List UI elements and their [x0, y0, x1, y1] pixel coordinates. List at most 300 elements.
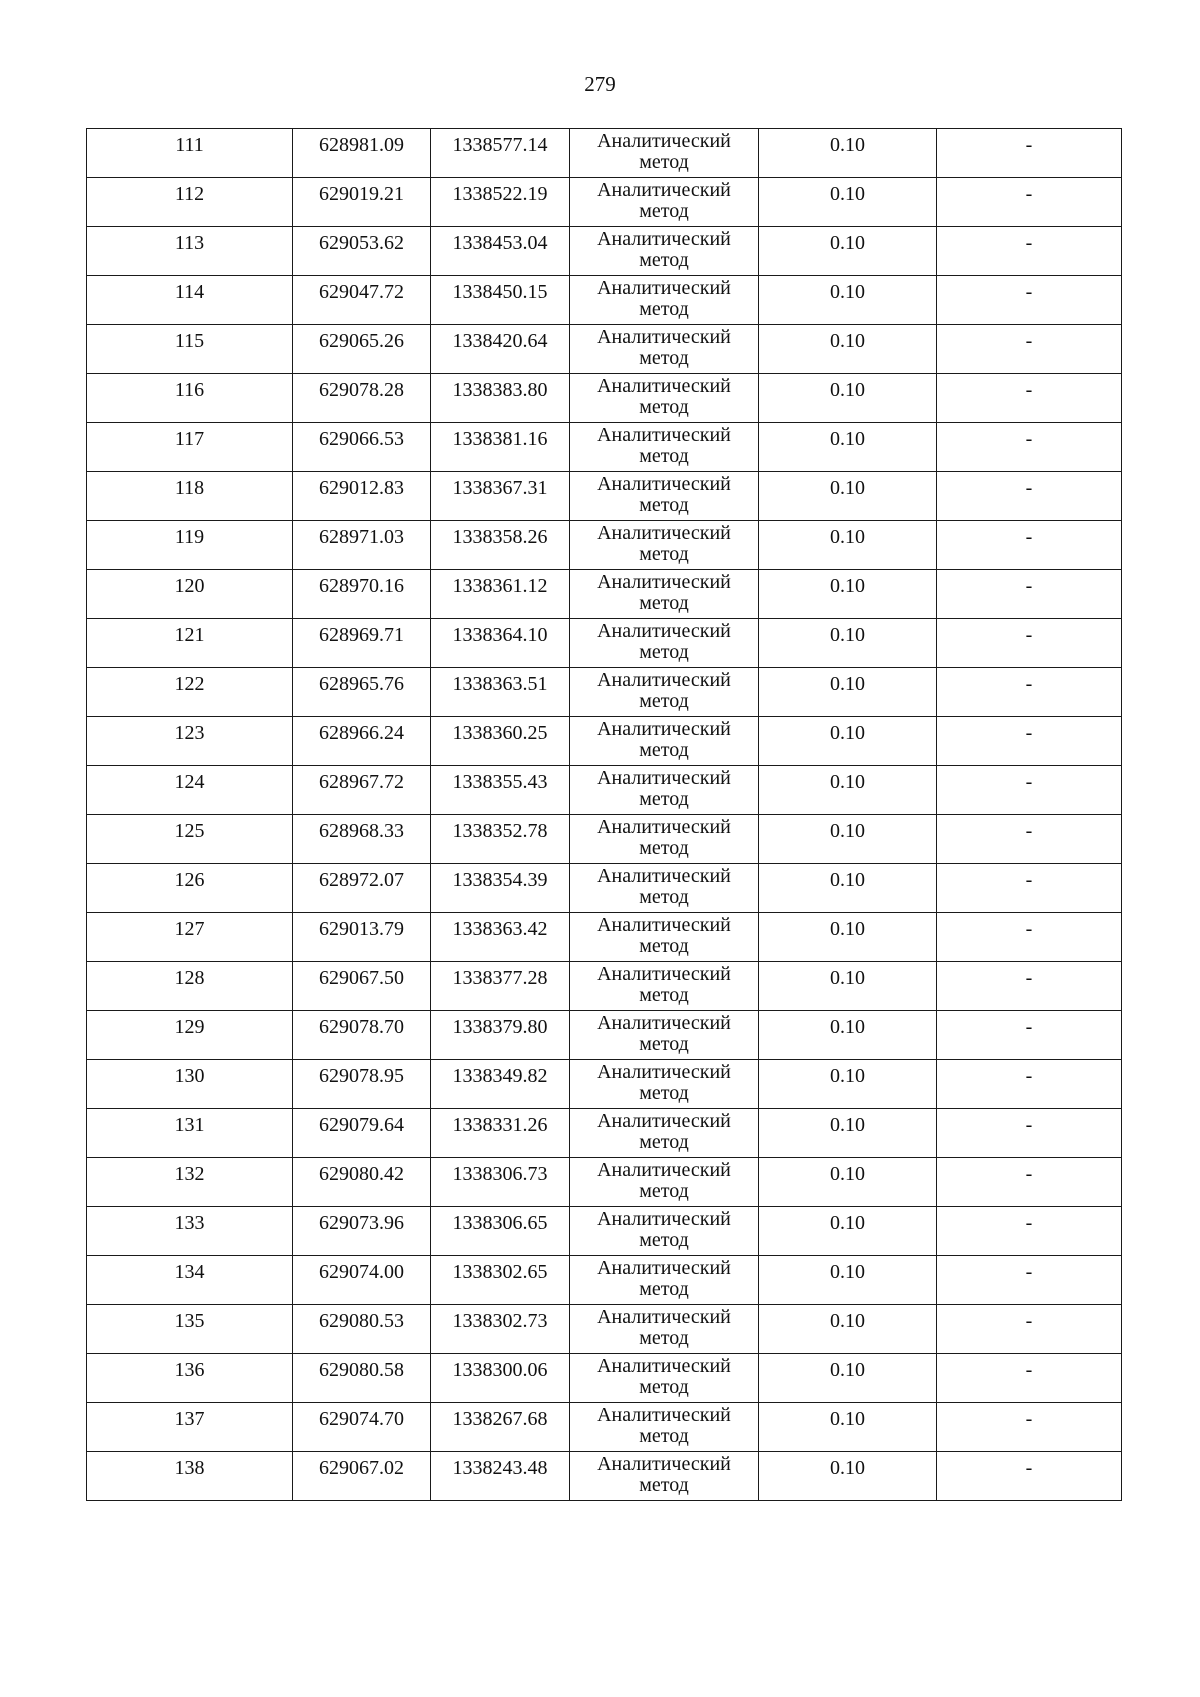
precision-cell [759, 227, 937, 276]
precision-cell [759, 619, 937, 668]
method-text [570, 374, 758, 418]
precision-value: 0.10 [830, 1359, 865, 1381]
method-line-1: Аналитический [597, 424, 731, 446]
precision-cell [759, 1403, 937, 1452]
note-value: - [1025, 526, 1033, 548]
point-number-cell [87, 1452, 293, 1501]
note-value: - [1025, 1457, 1033, 1479]
point-number-cell [87, 374, 293, 423]
note-value: - [1025, 673, 1033, 695]
x-coordinate-cell [293, 227, 431, 276]
point-number: 120 [174, 575, 205, 597]
note-cell [937, 717, 1122, 766]
table-row [87, 1354, 1122, 1403]
method-cell [570, 815, 759, 864]
point-number-cell [87, 1354, 293, 1403]
method-text [570, 1011, 758, 1055]
note-cell [937, 472, 1122, 521]
note-value: - [1025, 1016, 1033, 1038]
y-coordinate-cell [431, 717, 570, 766]
point-number-cell [87, 1011, 293, 1060]
y-coordinate-cell [431, 815, 570, 864]
point-number-cell [87, 276, 293, 325]
method-text [570, 1207, 758, 1251]
y-coordinate: 1338363.51 [452, 673, 548, 695]
table-row [87, 1452, 1122, 1501]
point-number-cell [87, 668, 293, 717]
method-line-1: Аналитический [597, 718, 731, 740]
point-number: 111 [175, 134, 204, 156]
note-cell [937, 1256, 1122, 1305]
method-cell [570, 1060, 759, 1109]
y-coordinate-cell [431, 374, 570, 423]
precision-value: 0.10 [830, 967, 865, 989]
method-cell [570, 864, 759, 913]
method-cell [570, 178, 759, 227]
note-cell [937, 1158, 1122, 1207]
y-coordinate-cell [431, 1109, 570, 1158]
point-number-cell [87, 325, 293, 374]
method-line-1: Аналитический [597, 914, 731, 936]
precision-value: 0.10 [830, 134, 865, 156]
point-number-cell [87, 570, 293, 619]
table-row [87, 1256, 1122, 1305]
method-line-2: метод [639, 396, 689, 418]
precision-value: 0.10 [830, 1261, 865, 1283]
method-line-1: Аналитический [597, 277, 731, 299]
table-row [87, 815, 1122, 864]
precision-cell [759, 570, 937, 619]
method-text [570, 1305, 758, 1349]
page-number: 279 [584, 72, 616, 96]
x-coordinate: 629079.64 [319, 1114, 404, 1136]
method-cell [570, 619, 759, 668]
x-coordinate: 629078.95 [319, 1065, 404, 1087]
method-line-1: Аналитический [597, 571, 731, 593]
x-coordinate-cell [293, 178, 431, 227]
x-coordinate: 629080.58 [319, 1359, 404, 1381]
precision-cell [759, 1452, 937, 1501]
method-cell [570, 962, 759, 1011]
point-number: 123 [174, 722, 205, 744]
method-line-2: метод [639, 886, 689, 908]
point-number: 114 [174, 281, 205, 303]
x-coordinate-cell [293, 1060, 431, 1109]
x-coordinate-cell [293, 1158, 431, 1207]
point-number-cell [87, 864, 293, 913]
method-line-2: метод [639, 837, 689, 859]
point-number-cell [87, 1207, 293, 1256]
x-coordinate-cell [293, 815, 431, 864]
note-value: - [1025, 281, 1033, 303]
precision-cell [759, 521, 937, 570]
method-line-1: Аналитический [597, 326, 731, 348]
note-cell [937, 1403, 1122, 1452]
table-row [87, 472, 1122, 521]
note-value: - [1025, 1310, 1033, 1332]
table-row [87, 864, 1122, 913]
x-coordinate: 629078.70 [319, 1016, 404, 1038]
y-coordinate: 1338354.39 [452, 869, 548, 891]
precision-cell [759, 423, 937, 472]
method-cell [570, 521, 759, 570]
precision-value: 0.10 [830, 575, 865, 597]
method-text [570, 1060, 758, 1104]
method-line-2: метод [639, 1376, 689, 1398]
x-coordinate: 628965.76 [319, 673, 404, 695]
method-text [570, 815, 758, 859]
precision-value: 0.10 [830, 428, 865, 450]
precision-value: 0.10 [830, 722, 865, 744]
method-line-2: метод [639, 494, 689, 516]
method-cell [570, 1403, 759, 1452]
table-row [87, 521, 1122, 570]
y-coordinate-cell [431, 227, 570, 276]
x-coordinate: 628981.09 [319, 134, 404, 156]
x-coordinate: 628972.07 [319, 869, 404, 891]
precision-cell [759, 276, 937, 325]
note-value: - [1025, 820, 1033, 842]
method-text [570, 423, 758, 467]
table-row [87, 1109, 1122, 1158]
x-coordinate-cell [293, 1207, 431, 1256]
table-body [87, 129, 1122, 1501]
y-coordinate-cell [431, 178, 570, 227]
y-coordinate-cell [431, 913, 570, 962]
note-value: - [1025, 477, 1033, 499]
point-number: 126 [174, 869, 205, 891]
x-coordinate: 629074.00 [319, 1261, 404, 1283]
method-line-1: Аналитический [597, 1453, 731, 1475]
method-line-1: Аналитический [597, 767, 731, 789]
method-line-1: Аналитический [597, 865, 731, 887]
table-row [87, 276, 1122, 325]
point-number: 137 [174, 1408, 205, 1430]
precision-value: 0.10 [830, 477, 865, 499]
precision-cell [759, 325, 937, 374]
method-line-1: Аналитический [597, 1012, 731, 1034]
y-coordinate-cell [431, 619, 570, 668]
x-coordinate: 629065.26 [319, 330, 404, 352]
x-coordinate-cell [293, 1109, 431, 1158]
note-cell [937, 423, 1122, 472]
y-coordinate-cell [431, 766, 570, 815]
note-value: - [1025, 575, 1033, 597]
x-coordinate-cell [293, 1305, 431, 1354]
method-line-2: метод [639, 1327, 689, 1349]
point-number: 122 [174, 673, 205, 695]
x-coordinate-cell [293, 913, 431, 962]
method-cell [570, 472, 759, 521]
y-coordinate-cell [431, 1403, 570, 1452]
y-coordinate: 1338358.26 [452, 526, 548, 548]
method-line-1: Аналитический [597, 1110, 731, 1132]
y-coordinate-cell [431, 1207, 570, 1256]
y-coordinate: 1338306.65 [452, 1212, 548, 1234]
precision-cell [759, 717, 937, 766]
point-number-cell [87, 178, 293, 227]
precision-value: 0.10 [830, 771, 865, 793]
precision-value: 0.10 [830, 1310, 865, 1332]
y-coordinate-cell [431, 1011, 570, 1060]
method-line-1: Аналитический [597, 1306, 731, 1328]
precision-cell [759, 1354, 937, 1403]
note-value: - [1025, 624, 1033, 646]
x-coordinate: 628971.03 [319, 526, 404, 548]
method-line-2: метод [639, 1131, 689, 1153]
x-coordinate-cell [293, 864, 431, 913]
point-number: 136 [174, 1359, 205, 1381]
note-value: - [1025, 1408, 1033, 1430]
x-coordinate: 629019.21 [319, 183, 404, 205]
method-cell [570, 1109, 759, 1158]
note-value: - [1025, 1359, 1033, 1381]
note-value: - [1025, 330, 1033, 352]
point-number-cell [87, 1060, 293, 1109]
y-coordinate: 1338331.26 [452, 1114, 548, 1136]
point-number-cell [87, 1305, 293, 1354]
method-line-1: Аналитический [597, 620, 731, 642]
point-number-cell [87, 521, 293, 570]
point-number: 129 [174, 1016, 205, 1038]
point-number-cell [87, 129, 293, 178]
y-coordinate-cell [431, 864, 570, 913]
y-coordinate: 1338300.06 [452, 1359, 548, 1381]
y-coordinate: 1338355.43 [452, 771, 548, 793]
point-number: 134 [174, 1261, 205, 1283]
point-number: 119 [174, 526, 205, 548]
method-line-2: метод [639, 200, 689, 222]
method-cell [570, 374, 759, 423]
point-number: 138 [174, 1457, 205, 1479]
precision-value: 0.10 [830, 1457, 865, 1479]
y-coordinate: 1338420.64 [452, 330, 548, 352]
note-value: - [1025, 1114, 1033, 1136]
table-row [87, 227, 1122, 276]
precision-cell [759, 1158, 937, 1207]
y-coordinate: 1338363.42 [452, 918, 548, 940]
method-line-1: Аналитический [597, 1404, 731, 1426]
precision-cell [759, 1207, 937, 1256]
method-line-2: метод [639, 445, 689, 467]
note-value: - [1025, 379, 1033, 401]
method-text [570, 962, 758, 1006]
method-line-2: метод [639, 1033, 689, 1055]
precision-cell [759, 962, 937, 1011]
method-line-1: Аналитический [597, 669, 731, 691]
method-cell [570, 1452, 759, 1501]
method-text [570, 1158, 758, 1202]
note-value: - [1025, 771, 1033, 793]
point-number-cell [87, 913, 293, 962]
precision-cell [759, 178, 937, 227]
note-cell [937, 1207, 1122, 1256]
x-coordinate-cell [293, 668, 431, 717]
precision-cell [759, 864, 937, 913]
table-row [87, 325, 1122, 374]
method-line-2: метод [639, 690, 689, 712]
precision-cell [759, 668, 937, 717]
note-cell [937, 1011, 1122, 1060]
y-coordinate: 1338453.04 [452, 232, 548, 254]
note-cell [937, 815, 1122, 864]
x-coordinate-cell [293, 1256, 431, 1305]
point-number: 117 [174, 428, 205, 450]
x-coordinate-cell [293, 423, 431, 472]
y-coordinate-cell [431, 472, 570, 521]
note-cell [937, 1060, 1122, 1109]
x-coordinate-cell [293, 619, 431, 668]
x-coordinate-cell [293, 1452, 431, 1501]
method-cell [570, 276, 759, 325]
note-value: - [1025, 183, 1033, 205]
y-coordinate-cell [431, 668, 570, 717]
method-text [570, 570, 758, 614]
y-coordinate: 1338577.14 [452, 134, 548, 156]
coordinates-table [86, 128, 1122, 1501]
note-value: - [1025, 1065, 1033, 1087]
x-coordinate-cell [293, 1011, 431, 1060]
method-line-2: метод [639, 1082, 689, 1104]
note-cell [937, 766, 1122, 815]
point-number-cell [87, 1158, 293, 1207]
x-coordinate-cell [293, 472, 431, 521]
precision-cell [759, 1011, 937, 1060]
x-coordinate-cell [293, 325, 431, 374]
point-number: 128 [174, 967, 205, 989]
point-number: 130 [174, 1065, 205, 1087]
table-row [87, 619, 1122, 668]
method-line-1: Аналитический [597, 375, 731, 397]
method-line-1: Аналитический [597, 130, 731, 152]
note-cell [937, 178, 1122, 227]
precision-value: 0.10 [830, 330, 865, 352]
method-line-1: Аналитический [597, 522, 731, 544]
point-number: 118 [174, 477, 205, 499]
note-value: - [1025, 1163, 1033, 1185]
y-coordinate: 1338243.48 [452, 1457, 548, 1479]
method-text [570, 472, 758, 516]
table-row [87, 1305, 1122, 1354]
method-cell [570, 1207, 759, 1256]
method-text [570, 1452, 758, 1496]
note-cell [937, 325, 1122, 374]
x-coordinate: 629080.42 [319, 1163, 404, 1185]
method-text [570, 766, 758, 810]
point-number-cell [87, 766, 293, 815]
note-value: - [1025, 134, 1033, 156]
method-cell [570, 1256, 759, 1305]
method-cell [570, 1011, 759, 1060]
y-coordinate-cell [431, 1452, 570, 1501]
table-row [87, 129, 1122, 178]
y-coordinate: 1338381.16 [452, 428, 548, 450]
y-coordinate-cell [431, 276, 570, 325]
table-row [87, 1060, 1122, 1109]
precision-cell [759, 374, 937, 423]
precision-value: 0.10 [830, 1114, 865, 1136]
precision-cell [759, 1305, 937, 1354]
point-number: 112 [174, 183, 205, 205]
note-cell [937, 1452, 1122, 1501]
x-coordinate-cell [293, 717, 431, 766]
precision-cell [759, 815, 937, 864]
y-coordinate: 1338352.78 [452, 820, 548, 842]
method-text [570, 129, 758, 173]
method-cell [570, 1158, 759, 1207]
table-row [87, 1207, 1122, 1256]
method-line-2: метод [639, 151, 689, 173]
y-coordinate-cell [431, 1354, 570, 1403]
method-line-1: Аналитический [597, 1208, 731, 1230]
method-cell [570, 423, 759, 472]
x-coordinate: 629067.50 [319, 967, 404, 989]
method-cell [570, 1354, 759, 1403]
method-line-2: метод [639, 1278, 689, 1300]
point-number-cell [87, 619, 293, 668]
method-line-1: Аналитический [597, 228, 731, 250]
y-coordinate: 1338349.82 [452, 1065, 548, 1087]
precision-value: 0.10 [830, 1408, 865, 1430]
y-coordinate-cell [431, 325, 570, 374]
x-coordinate: 629080.53 [319, 1310, 404, 1332]
note-cell [937, 227, 1122, 276]
method-text [570, 864, 758, 908]
y-coordinate-cell [431, 1158, 570, 1207]
y-coordinate: 1338267.68 [452, 1408, 548, 1430]
y-coordinate: 1338361.12 [452, 575, 548, 597]
x-coordinate-cell [293, 521, 431, 570]
x-coordinate-cell [293, 129, 431, 178]
method-line-1: Аналитический [597, 179, 731, 201]
table-row [87, 913, 1122, 962]
x-coordinate: 629013.79 [319, 918, 404, 940]
x-coordinate-cell [293, 374, 431, 423]
point-number: 127 [174, 918, 205, 940]
table-row [87, 962, 1122, 1011]
point-number: 132 [174, 1163, 205, 1185]
method-cell [570, 227, 759, 276]
method-cell [570, 913, 759, 962]
method-cell [570, 325, 759, 374]
y-coordinate: 1338302.73 [452, 1310, 548, 1332]
method-cell [570, 717, 759, 766]
precision-cell [759, 766, 937, 815]
x-coordinate: 629047.72 [319, 281, 404, 303]
precision-value: 0.10 [830, 869, 865, 891]
method-cell [570, 766, 759, 815]
y-coordinate: 1338364.10 [452, 624, 548, 646]
x-coordinate-cell [293, 766, 431, 815]
note-value: - [1025, 967, 1033, 989]
point-number: 115 [174, 330, 205, 352]
y-coordinate: 1338360.25 [452, 722, 548, 744]
method-line-2: метод [639, 739, 689, 761]
point-number: 113 [174, 232, 205, 254]
x-coordinate: 629073.96 [319, 1212, 404, 1234]
y-coordinate: 1338367.31 [452, 477, 548, 499]
note-cell [937, 1109, 1122, 1158]
method-line-2: метод [639, 249, 689, 271]
method-line-2: метод [639, 935, 689, 957]
note-cell [937, 668, 1122, 717]
note-value: - [1025, 232, 1033, 254]
method-text [570, 619, 758, 663]
note-cell [937, 374, 1122, 423]
point-number: 116 [174, 379, 205, 401]
table-row [87, 178, 1122, 227]
table-row [87, 668, 1122, 717]
